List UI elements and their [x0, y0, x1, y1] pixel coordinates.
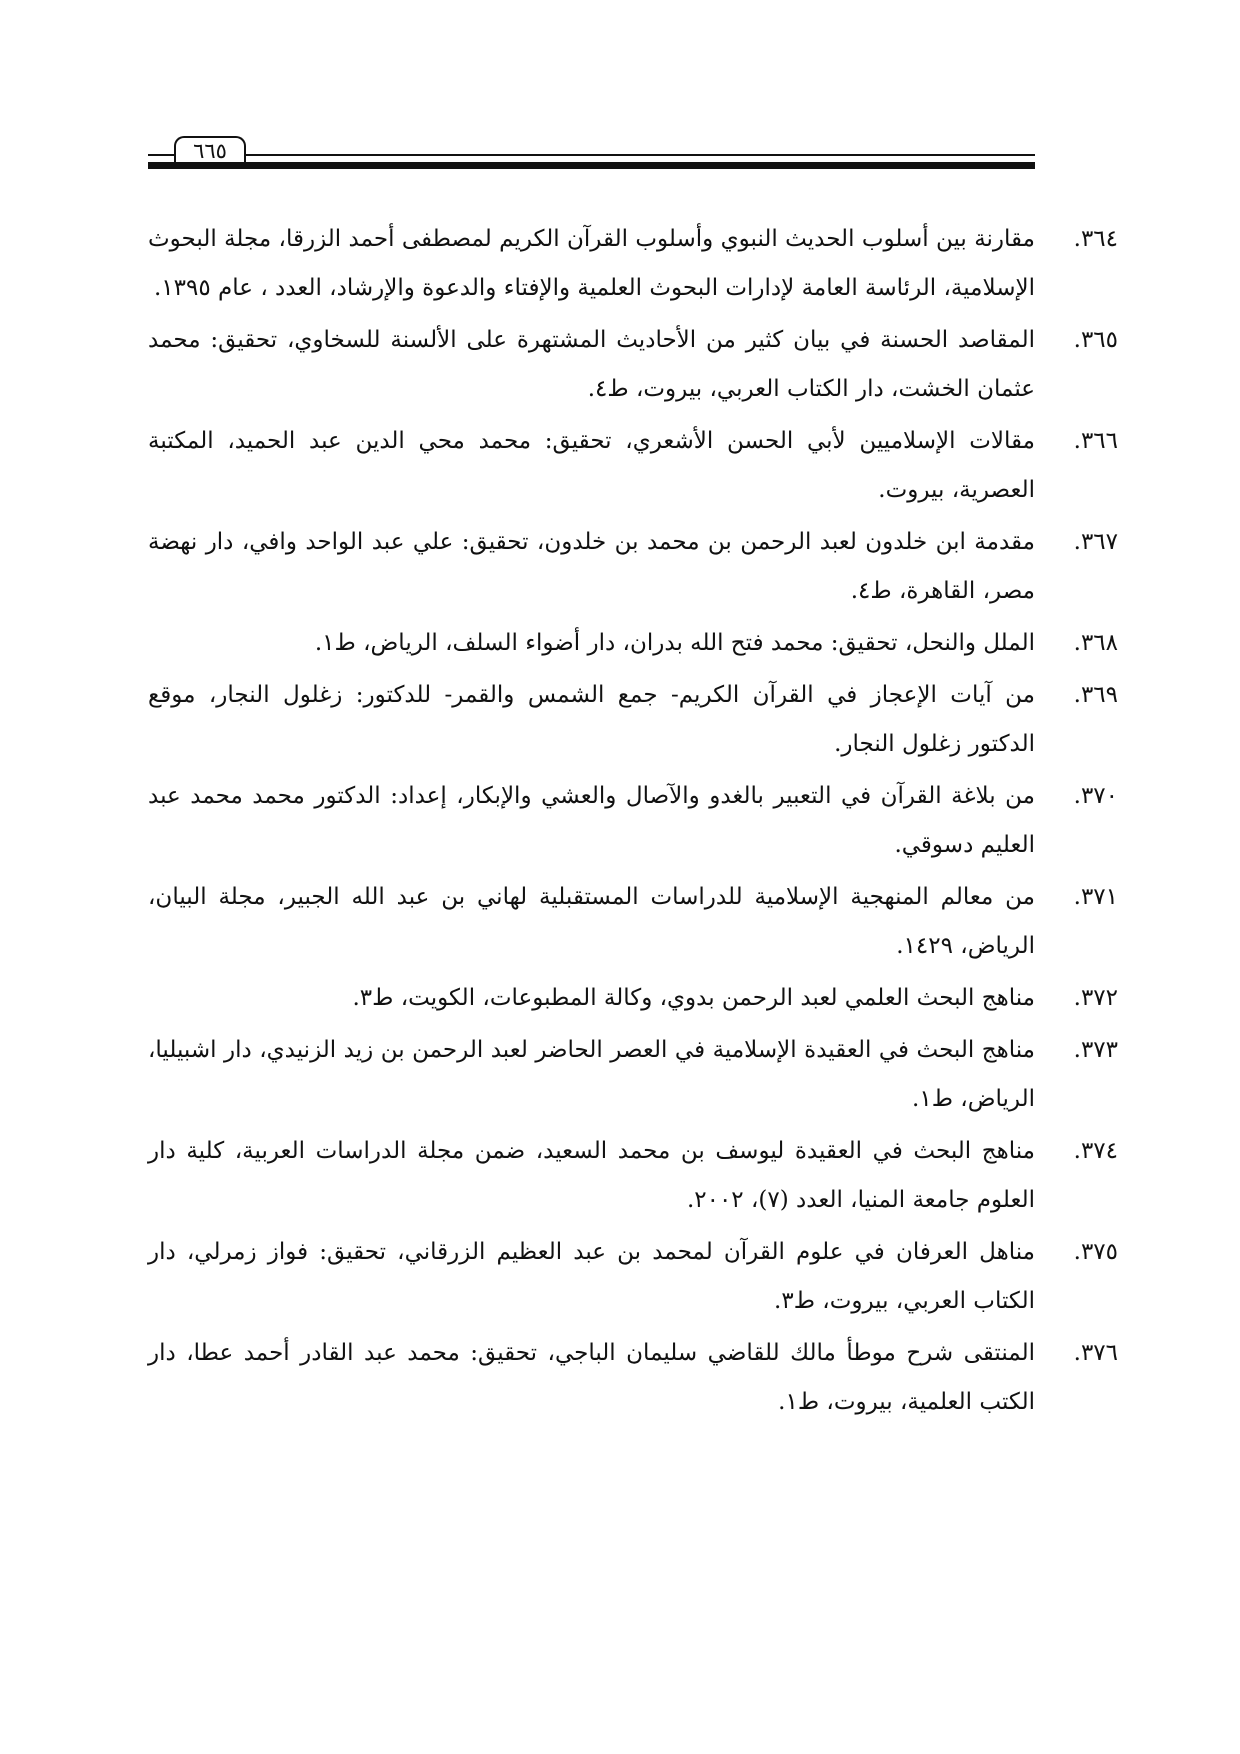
reference-text: مناهج البحث في العقيدة الإسلامية في العصر الحاضر لعبد الرحمن بن زيد الزنيدي، دار اشبيليا، الرياض، ط١.: [148, 1037, 1035, 1112]
reference-number: ٣٦٧.: [1073, 529, 1118, 555]
reference-item: [148, 316, 1118, 414]
header-thin-rule: [148, 154, 1035, 156]
reference-text: مقدمة ابن خلدون لعبد الرحمن بن محمد بن خلدون، تحقيق: علي عبد الواحد وافي، دار نهضة مصر، القاهرة، ط٤.: [148, 529, 1035, 604]
reference-number: ٣٧١.: [1073, 884, 1118, 910]
reference-number: ٣٦٥.: [1073, 327, 1118, 353]
reference-item: [148, 619, 1118, 668]
reference-number: ٣٦٩.: [1073, 682, 1118, 708]
reference-item: [148, 215, 1118, 313]
reference-number: ٣٧٢.: [1073, 985, 1118, 1011]
reference-item: [148, 518, 1118, 616]
reference-item: [148, 671, 1118, 769]
header-thick-rule: [148, 162, 1035, 169]
reference-number: ٣٧٤.: [1073, 1138, 1118, 1164]
reference-text: مقالات الإسلاميين لأبي الحسن الأشعري، تحقيق: محمد محي الدين عبد الحميد، المكتبة العصرية، بيروت.: [148, 428, 1035, 503]
reference-item: [148, 873, 1118, 971]
reference-item: [148, 1127, 1118, 1225]
reference-text: من بلاغة القرآن في التعبير بالغدو والآصال والعشي والإبكار، إعداد: الدكتور محمد محمد عبد العليم دسوقي.: [148, 783, 1035, 858]
reference-number: ٣٦٤.: [1073, 226, 1118, 252]
reference-number: ٣٧٣.: [1073, 1037, 1118, 1063]
page-header: [148, 130, 1035, 200]
reference-number: ٣٦٨.: [1073, 630, 1118, 656]
reference-text: من معالم المنهجية الإسلامية للدراسات المستقبلية لهاني بن عبد الله الجبير، مجلة البيان، الرياض، ١٤٢٩.: [148, 884, 1035, 959]
reference-text: المنتقى شرح موطأ مالك للقاضي سليمان الباجي، تحقيق: محمد عبد القادر أحمد عطا، دار الكتب العلمية، بيروت، ط١.: [148, 1340, 1035, 1415]
reference-text: من آيات الإعجاز في القرآن الكريم- جمع الشمس والقمر- للدكتور: زغلول النجار، موقع الدكتور زغلول النجار.: [148, 682, 1035, 757]
reference-number: ٣٧٦.: [1073, 1340, 1118, 1366]
reference-item: [148, 1329, 1118, 1427]
reference-text: مناهل العرفان في علوم القرآن لمحمد بن عبد العظيم الزرقاني، تحقيق: فواز زمرلي، دار الكتاب العربي، بيروت، ط٣.: [148, 1239, 1035, 1314]
reference-item: [148, 1026, 1118, 1124]
reference-item: [148, 417, 1118, 515]
reference-number: ٣٦٦.: [1073, 428, 1118, 454]
reference-number: ٣٧٠.: [1073, 783, 1118, 809]
page-number: ٦٦٥: [174, 136, 246, 162]
reference-item: [148, 1228, 1118, 1326]
reference-number: ٣٧٥.: [1073, 1239, 1118, 1265]
reference-text: المقاصد الحسنة في بيان كثير من الأحاديث المشتهرة على الألسنة للسخاوي، تحقيق: محمد عثمان الخشت، دار الكتاب العربي، بيروت، ط٤.: [148, 327, 1035, 402]
reference-text: مناهج البحث العلمي لعبد الرحمن بدوي، وكالة المطبوعات، الكويت، ط٣.: [352, 985, 1035, 1011]
reference-text: الملل والنحل، تحقيق: محمد فتح الله بدران، دار أضواء السلف، الرياض، ط١.: [314, 630, 1035, 656]
reference-list: [148, 215, 1118, 1430]
reference-text: مقارنة بين أسلوب الحديث النبوي وأسلوب القرآن الكريم لمصطفى أحمد الزرقا، مجلة البحوث الإسلامية، الرئاسة العامة لإدارات البحوث العلمية والإفتاء والدعوة والإرشاد، العدد ، عام ١٣٩٥.: [148, 226, 1035, 301]
reference-item: [148, 772, 1118, 870]
reference-text: مناهج البحث في العقيدة ليوسف بن محمد السعيد، ضمن مجلة الدراسات العربية، كلية دار العلوم جامعة المنيا، العدد (٧)، ٢٠٠٢.: [148, 1138, 1035, 1213]
reference-item: [148, 974, 1118, 1023]
